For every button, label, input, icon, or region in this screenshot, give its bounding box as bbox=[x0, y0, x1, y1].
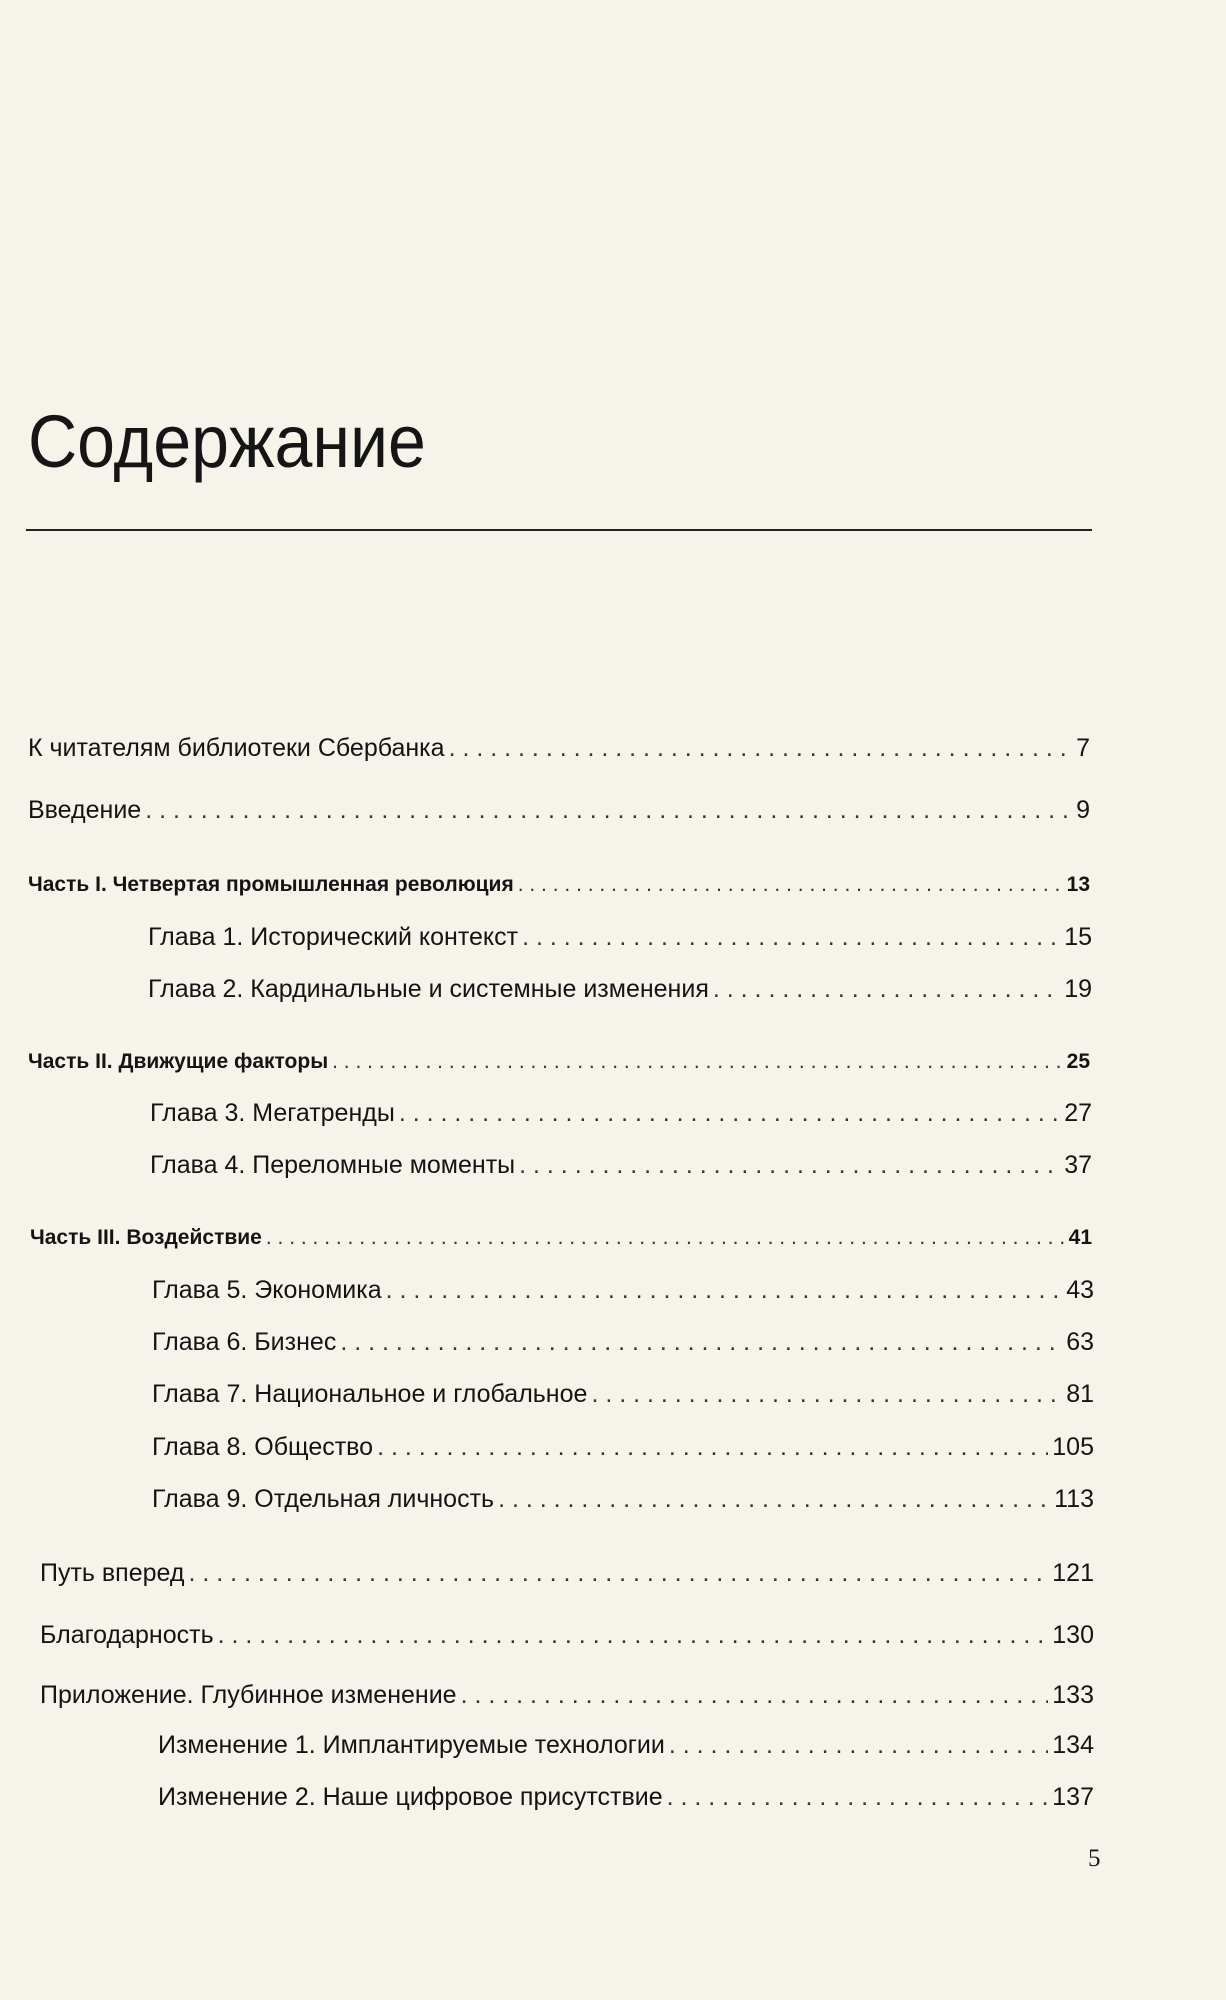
toc-entry-change-2[interactable] bbox=[158, 1782, 1094, 1812]
toc-page-number: 105 bbox=[1052, 1433, 1094, 1461]
toc-entry-label: Благодарность bbox=[40, 1621, 214, 1649]
toc-page-number: 7 bbox=[1076, 734, 1090, 762]
leader-dots bbox=[498, 1484, 1050, 1514]
toc-entry-acknowledgements[interactable] bbox=[40, 1620, 1094, 1650]
toc-entry-chapter-4[interactable] bbox=[150, 1150, 1092, 1180]
toc-page-number: 25 bbox=[1066, 1050, 1090, 1073]
toc-entry-label: Глава 7. Национальное и глобальное bbox=[152, 1380, 588, 1408]
toc-page-number: 37 bbox=[1064, 1151, 1092, 1179]
toc-entry-label: Изменение 1. Имплантируемые технологии bbox=[158, 1731, 665, 1759]
leader-dots bbox=[522, 922, 1060, 952]
toc-entry-label: Глава 5. Экономика bbox=[152, 1276, 382, 1304]
toc-entry-label: Путь вперед bbox=[40, 1559, 185, 1587]
toc-entry-introduction[interactable] bbox=[28, 795, 1090, 825]
toc-page-number: 133 bbox=[1052, 1681, 1094, 1709]
toc-entry-label: Глава 2. Кардинальные и системные изменения bbox=[148, 975, 709, 1003]
toc-page-number: 121 bbox=[1052, 1559, 1094, 1587]
leader-dots bbox=[188, 1558, 1048, 1588]
toc-entry-part-1[interactable] bbox=[28, 870, 1090, 900]
leader-dots bbox=[519, 1150, 1060, 1180]
toc-entry-change-1[interactable] bbox=[158, 1730, 1094, 1760]
leader-dots bbox=[669, 1730, 1048, 1760]
toc-page-number: 137 bbox=[1052, 1783, 1094, 1811]
toc-entry-chapter-7[interactable] bbox=[152, 1379, 1094, 1409]
toc-entry-label: Глава 9. Отдельная личность bbox=[152, 1485, 495, 1513]
toc-entry-part-3[interactable] bbox=[30, 1223, 1092, 1253]
toc-entry-part-2[interactable] bbox=[28, 1047, 1090, 1077]
leader-dots bbox=[461, 1680, 1049, 1710]
toc-entry-label: Приложение. Глубинное изменение bbox=[40, 1681, 457, 1709]
leader-dots bbox=[218, 1620, 1049, 1650]
page-title: Содержание bbox=[28, 400, 426, 483]
toc-entry-label: Изменение 2. Наше цифровое присутствие bbox=[158, 1783, 663, 1811]
toc-page-number: 130 bbox=[1052, 1621, 1094, 1649]
page-number-folio: 5 bbox=[1088, 1845, 1101, 1872]
toc-entry-label: Глава 3. Мегатренды bbox=[150, 1099, 395, 1127]
toc-page-number: 19 bbox=[1064, 975, 1092, 1003]
toc-entry-label: Глава 8. Общество bbox=[152, 1433, 374, 1461]
toc-entry-label: К читателям библиотеки Сбербанка bbox=[28, 734, 445, 762]
leader-dots bbox=[449, 733, 1073, 763]
toc-entry-label: Глава 6. Бизнес bbox=[152, 1328, 337, 1356]
leader-dots bbox=[377, 1432, 1048, 1462]
leader-dots bbox=[340, 1327, 1062, 1357]
leader-dots bbox=[399, 1098, 1060, 1128]
toc-entry-chapter-1[interactable] bbox=[148, 922, 1092, 952]
toc-page-number: 81 bbox=[1066, 1380, 1094, 1408]
toc-entry-label: Введение bbox=[28, 796, 142, 824]
toc-entry-label: Часть II. Движущие факторы bbox=[28, 1050, 329, 1073]
leader-dots bbox=[667, 1782, 1049, 1812]
leader-dots bbox=[713, 974, 1060, 1004]
toc-entry-chapter-9[interactable] bbox=[152, 1484, 1094, 1514]
toc-page-number: 134 bbox=[1052, 1731, 1094, 1759]
toc-entry-readers[interactable] bbox=[28, 733, 1090, 763]
toc-entry-label: Часть I. Четвертая промышленная революция bbox=[28, 873, 514, 896]
toc-entry-label: Часть III. Воздействие bbox=[30, 1226, 262, 1249]
toc-entry-label: Глава 4. Переломные моменты bbox=[150, 1151, 516, 1179]
toc-page-number: 113 bbox=[1054, 1485, 1094, 1513]
toc-page-number: 27 bbox=[1064, 1099, 1092, 1127]
toc-entry-way-forward[interactable] bbox=[40, 1558, 1094, 1588]
toc-page-number: 9 bbox=[1076, 796, 1090, 824]
leader-dots bbox=[591, 1379, 1062, 1409]
toc-page-number: 63 bbox=[1066, 1328, 1094, 1356]
leader-dots bbox=[518, 870, 1063, 900]
toc-entry-chapter-2[interactable] bbox=[148, 974, 1092, 1004]
leader-dots bbox=[145, 795, 1072, 825]
toc-page-number: 13 bbox=[1066, 873, 1090, 896]
toc-entry-label: Глава 1. Исторический контекст bbox=[148, 923, 519, 951]
toc-entry-appendix[interactable] bbox=[40, 1680, 1094, 1710]
leader-dots bbox=[386, 1275, 1063, 1305]
toc-page-number: 43 bbox=[1066, 1276, 1094, 1304]
toc-page-number: 41 bbox=[1068, 1226, 1092, 1249]
toc-entry-chapter-8[interactable] bbox=[152, 1432, 1094, 1462]
toc-entry-chapter-6[interactable] bbox=[152, 1327, 1094, 1357]
toc-entry-chapter-5[interactable] bbox=[152, 1275, 1094, 1305]
toc-page-number: 15 bbox=[1064, 923, 1092, 951]
leader-dots bbox=[266, 1223, 1065, 1253]
toc-entry-chapter-3[interactable] bbox=[150, 1098, 1092, 1128]
leader-dots bbox=[332, 1047, 1063, 1077]
